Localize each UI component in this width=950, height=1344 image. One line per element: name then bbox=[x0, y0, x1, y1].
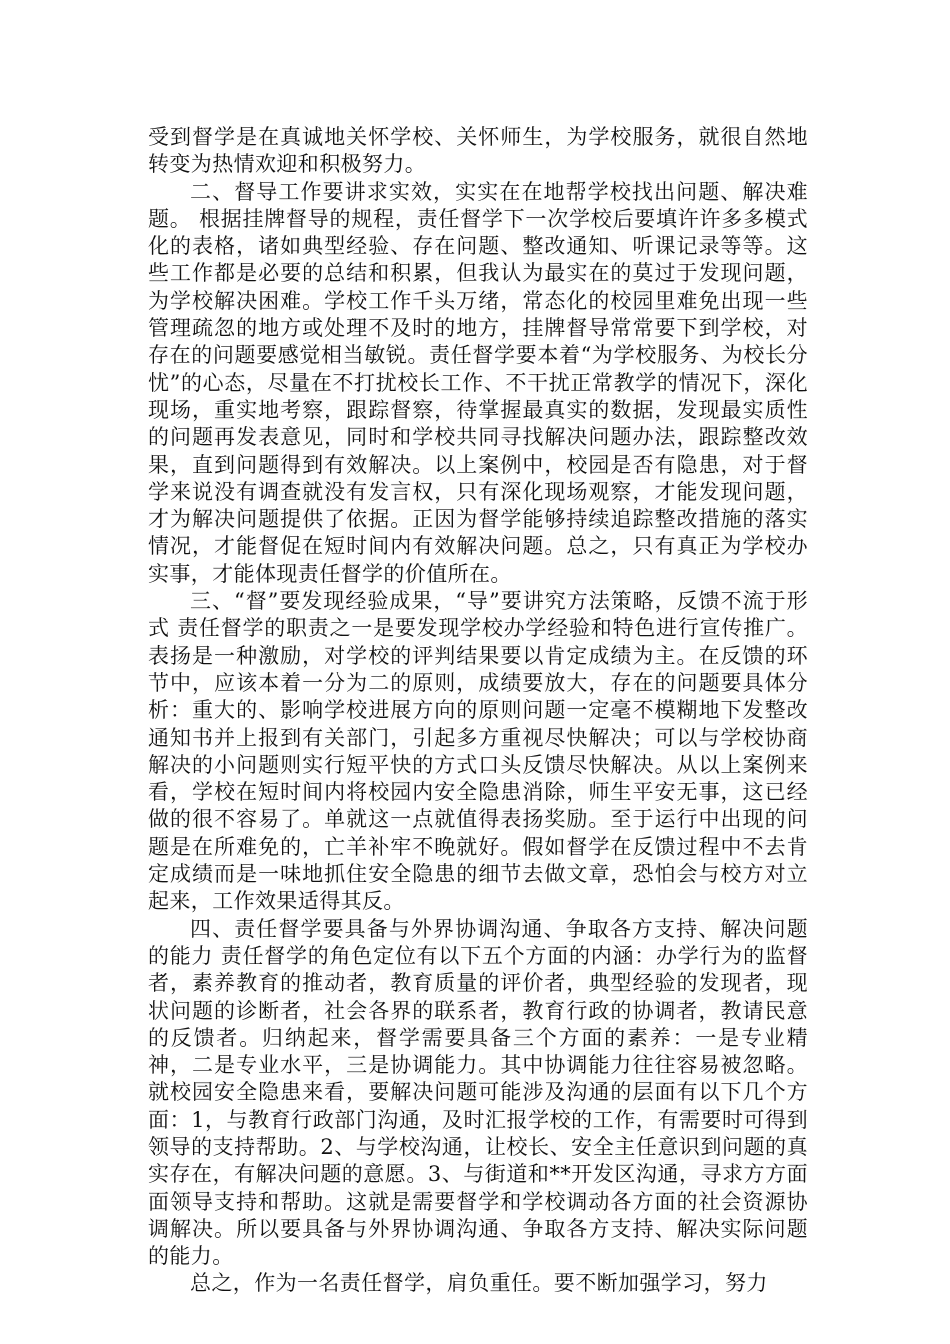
paragraph-conclusion: 总之，作为一名责任督学，肩负重任。要不断加强学习，努力 bbox=[190, 1271, 768, 1296]
paragraph-section-three: 三、“督”要发现经验成果，“导”要讲究方法策略，反馈不流于形式 责任督学的职责之一是要发现学校办学经验和特色进行宣传推广。表扬是一种激励，对学校的评判结果要以肯定成绩为主。在反馈的环节中，应该本着一分为二的原则，成绩要放大，存在的问题要具体分析：重大的、影响学校进展方向的原则问题一定毫不模糊地下发整改通知书并上报到有关部门，引起多方重视尽快解决；可以与学校协商解决的小问题则实行短平快的方式口头反馈尽快解决。从以上案例来看，学校在短时间内将校园内安全隐患消除，师生平安无事，这已经做的很不容易了。单就这一点就值得表扬奖励。至于运行中出现的问题是在所难免的，亡羊补牢不晚就好。假如督学在反馈过程中不去肯定成绩而是一味地抓住安全隐患的细节去做文章，恐怕会与校方对立起来，工作效果适得其反。 bbox=[148, 589, 808, 914]
document-body bbox=[148, 124, 808, 1298]
paragraph-continuation: 受到督学是在真诚地关怀学校、关怀师生，为学校服务，就很自然地转变为热情欢迎和积极努力。 bbox=[148, 125, 808, 177]
paragraph-section-four: 四、责任督学要具备与外界协调沟通、争取各方支持、解决问题的能力 责任督学的角色定位有以下五个方面的内涵：办学行为的监督者，素养教育的推动者，教育质量的评价者，典型经验的发现者，现状问题的诊断者，社会各界的联系者，教育行政的协调者，教请民意的反馈者。归纳起来，督学需要具备三个方面的素养：一是专业精神，二是专业水平，三是协调能力。其中协调能力往往容易被忽略。就校园安全隐患来看，要解决问题可能涉及沟通的层面有以下几个方面：1，与教育行政部门沟通，及时汇报学校的工作，有需要时可得到领导的支持帮助。2、与学校沟通，让校长、安全主任意识到问题的真实存在，有解决问题的意愿。3、与街道和**开发区沟通，寻求方方面面领导支持和帮助。这就是需要督学和学校调动各方面的社会资源协调解决。所以要具备与外界协调沟通、争取各方支持、解决实际问题的能力。 bbox=[148, 916, 808, 1269]
paragraph-section-two: 二、督导工作要讲求实效，实实在在地帮学校找出问题、解决难题。 根据挂牌督导的规程，责任督学下一次学校后要填许许多多模式化的表格，诸如典型经验、存在问题、整改通知、听课记录等等。这些工作都是必要的总结和积累，但我认为最实在的莫过于发现问题，为学校解决困难。学校工作千头万绪，常态化的校园里难免出现一些管理疏忽的地方或处理不及时的地方，挂牌督导常常要下到学校，对存在的问题要感觉相当敏锐。责任督学要本着“为学校服务、为校长分忧”的心态，尽量在不打扰校长工作、不干扰正常教学的情况下，深化现场，重实地考察，跟踪督察，待掌握最真实的数据，发现最实质性的问题再发表意见，同时和学校共同寻找解决问题办法，跟踪整改效果，直到问题得到有效解决。以上案例中，校园是否有隐患，对于督学来说没有调查就没有发言权，只有深化现场观察，才能发现问题，才为解决问题提供了依据。正因为督学能够持续追踪整改措施的落实情况，才能督促在短时间内有效解决问题。总之，只有真正为学校办实事，才能体现责任督学的价值所在。 bbox=[148, 179, 808, 586]
